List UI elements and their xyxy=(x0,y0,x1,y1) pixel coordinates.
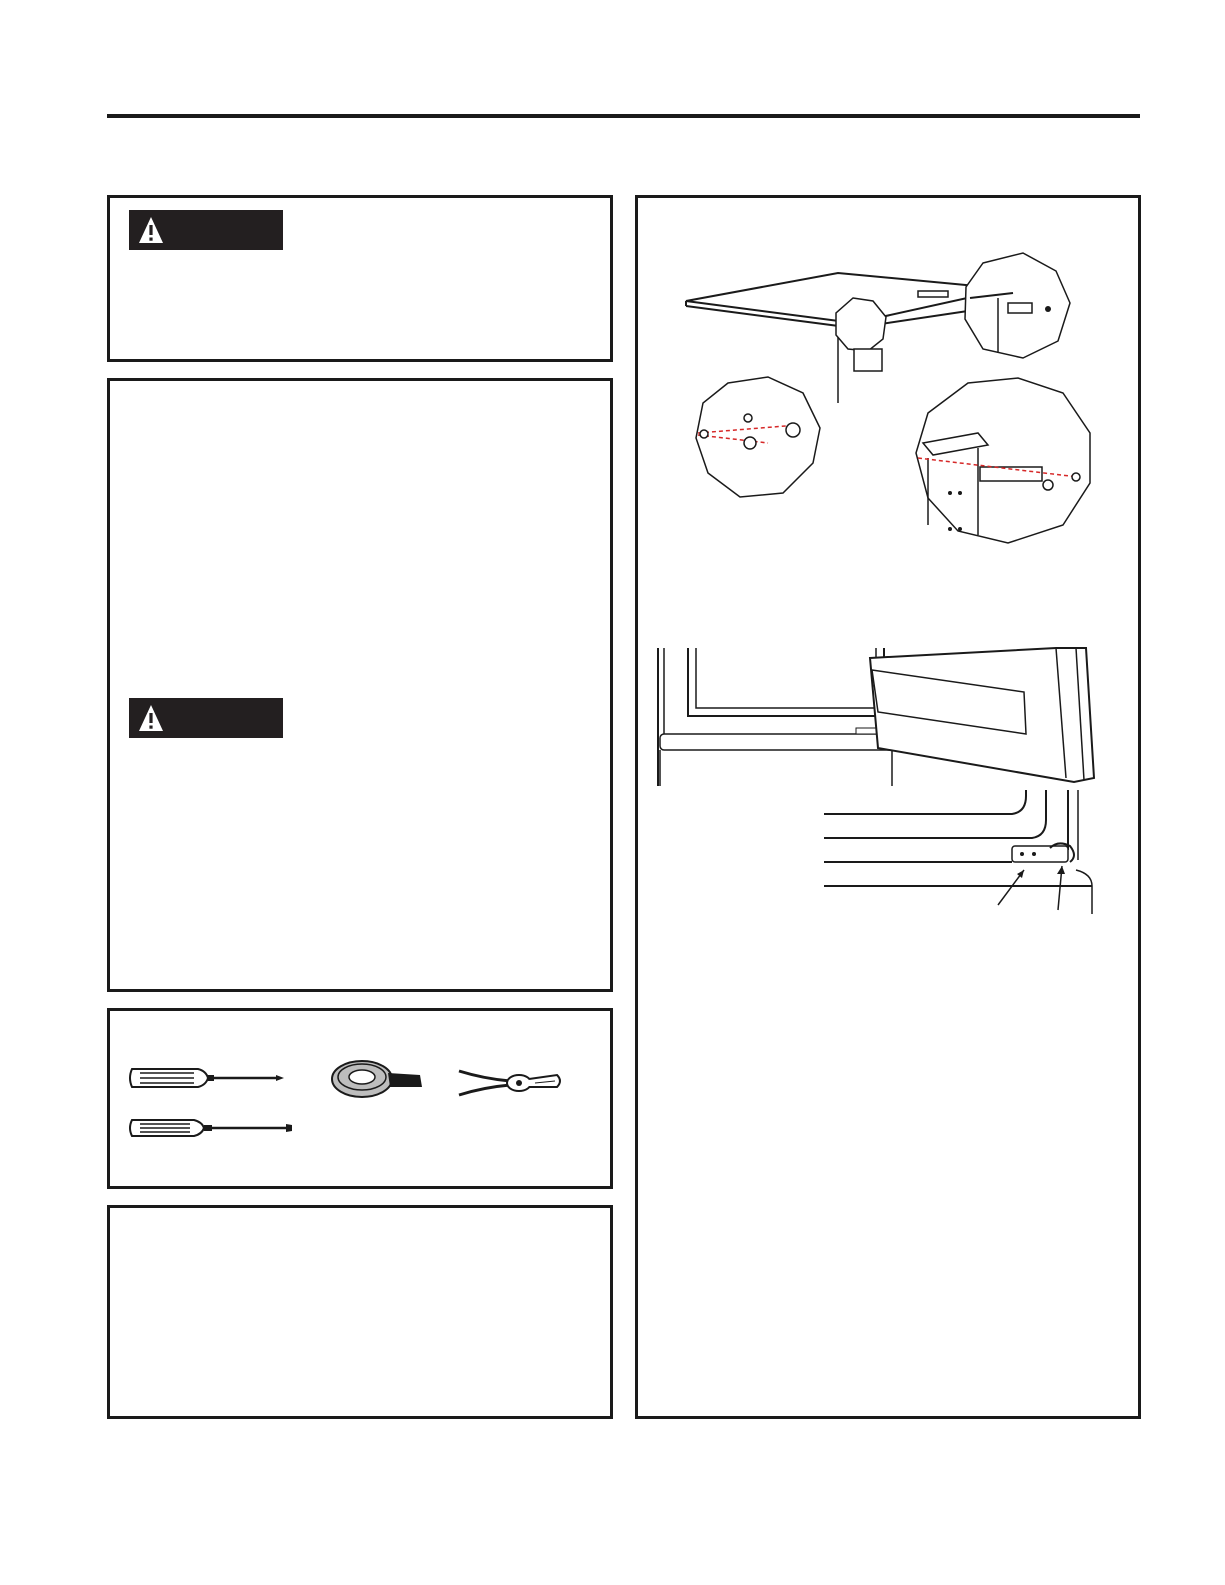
pliers-icon xyxy=(455,1063,567,1103)
door-open-diagram xyxy=(656,648,1104,788)
phillips-screwdriver-icon xyxy=(128,1063,288,1093)
tools-panel xyxy=(107,1008,613,1189)
warning-panel-top xyxy=(107,195,613,362)
notes-panel xyxy=(107,1205,613,1419)
warning-badge xyxy=(129,210,283,250)
illustrations-panel xyxy=(635,195,1141,1419)
masking-tape-icon xyxy=(328,1053,428,1103)
warning-triangle-icon xyxy=(137,215,165,245)
warning-badge xyxy=(129,698,283,738)
instructions-panel xyxy=(107,378,613,992)
hinge-pin-closeup-diagram xyxy=(822,790,1112,914)
flat-blade-screwdriver-icon xyxy=(128,1113,298,1143)
header-rule xyxy=(107,114,1140,118)
hinge-removal-diagram xyxy=(678,253,1098,573)
warning-triangle-icon xyxy=(137,703,165,733)
